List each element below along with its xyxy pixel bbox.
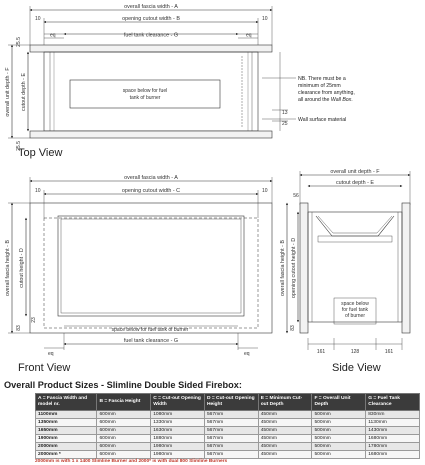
note-line4: all around the Wall Box.	[298, 97, 353, 103]
cell: 450mm	[258, 435, 312, 443]
cell: 830mm	[366, 411, 420, 419]
side-fascia-left	[300, 203, 308, 333]
cell: 600mm	[97, 411, 151, 419]
cell: 567mm	[204, 411, 258, 419]
top-fascia-slab	[30, 45, 272, 52]
label-space-below-line2: tank of burner	[129, 95, 161, 101]
cell: 600mm	[97, 443, 151, 451]
label-side-56: 56	[293, 193, 299, 199]
cell: 600mm	[97, 451, 151, 459]
label-side-space-line2: for fuel tank	[341, 307, 369, 313]
label-front-10-right: 10	[262, 188, 268, 194]
table-row	[36, 435, 420, 443]
label-10-left: 10	[35, 16, 41, 22]
label-side-83: 83	[290, 325, 296, 331]
front-glass-inner	[61, 219, 241, 313]
table-row	[36, 419, 420, 427]
label-side-161-left: 161	[316, 349, 326, 355]
cell: 2000mm *	[36, 451, 97, 459]
cell: 450mm	[258, 411, 312, 419]
cell: 1630mm	[151, 427, 205, 435]
note-line2: minimum of 25mm	[298, 83, 341, 89]
label-side-161-right: 161	[384, 349, 394, 355]
cell: 1650mm	[36, 427, 97, 435]
label-front-eq-left: eq	[48, 351, 54, 357]
label-side-space-line1: space below	[341, 301, 369, 307]
label-overall-unit-depth: overall unit depth - F	[5, 67, 11, 117]
side-view	[287, 171, 410, 350]
front-view	[8, 177, 272, 350]
cell: 1080mm	[151, 411, 205, 419]
label-side-fascia-height: overall fascia height - B	[280, 239, 286, 297]
table-header-row	[36, 394, 420, 411]
cell: 567mm	[204, 427, 258, 435]
label-cutout-depth: cutout depth - E	[21, 72, 27, 112]
front-glass	[58, 216, 244, 316]
label-front-eq-right: eq	[244, 351, 250, 357]
cell: 500mm	[312, 427, 366, 435]
top-view-title: Top View	[18, 147, 63, 159]
label-front-83: 83	[16, 325, 22, 331]
cell: 567mm	[204, 443, 258, 451]
label-side-space-line3: of burner	[344, 313, 366, 319]
header-cutout-depth: E = Minimum Cut-out Depth	[258, 394, 312, 411]
cell: 2000mm	[36, 443, 97, 451]
top-burner-box	[70, 80, 220, 108]
cell: 500mm	[312, 411, 366, 419]
table-row	[36, 451, 420, 459]
product-sizes-table	[35, 393, 420, 459]
cell: 1980mm	[151, 443, 205, 451]
label-25-5-bottom: 25.5	[16, 141, 22, 151]
cell: 1430mm	[366, 427, 420, 435]
note-line3: clearance from anything,	[298, 90, 355, 96]
label-13: 13	[282, 110, 288, 116]
label-25-5-top: 25.5	[16, 37, 22, 47]
header-unit-depth: F = Overall Unit Depth	[312, 394, 366, 411]
cell: 1680mm	[366, 435, 420, 443]
table-footnote: 2000mm is with 1 x 1400 Slimline Burner and 2000* is with dual 800 Slimline Burners	[35, 459, 228, 464]
cell: 500mm	[312, 419, 366, 427]
cell: 567mm	[204, 435, 258, 443]
label-side-unit-depth: overall unit depth - F	[330, 169, 380, 175]
top-view	[8, 6, 296, 138]
header-fascia-width: A = Fascia Width and model nr.	[36, 394, 97, 411]
cell: 1980mm	[151, 451, 205, 459]
cell: 1780mm	[366, 443, 420, 451]
label-side-cutout-height: opening cutout height - D	[291, 237, 297, 299]
note-wall-surface: Wall surface material	[298, 117, 347, 123]
label-eq-left: eq	[50, 32, 56, 39]
cell: 1880mm	[151, 435, 205, 443]
cell: 500mm	[312, 451, 366, 459]
label-25: 25	[282, 121, 288, 127]
cell: 450mm	[258, 427, 312, 435]
table-row	[36, 411, 420, 419]
cell: 600mm	[97, 427, 151, 435]
label-side-cutout-depth: cutout depth - E	[335, 180, 375, 186]
label-front-23: 23	[31, 317, 37, 323]
cell: 450mm	[258, 419, 312, 427]
side-view-labels	[280, 169, 393, 374]
cell: 567mm	[204, 419, 258, 427]
label-fuel-tank-clearance: fuel tank clearance - G	[123, 32, 179, 39]
label-front-space-below: space below for fuel tank of burner	[111, 327, 189, 333]
header-fuel-tank-clearance: G = Fuel Tank Clearance	[366, 394, 420, 411]
side-view-title: Side View	[332, 362, 381, 374]
note-line1: NB. There must be a	[298, 76, 346, 82]
label-front-fuel-tank-clearance: fuel tank clearance - G	[123, 338, 179, 344]
front-view-title: Front View	[18, 362, 71, 374]
header-cutout-height: D = Cut-out Opening Height	[204, 394, 258, 411]
label-front-fascia-height: overall fascia height - B	[5, 239, 11, 297]
cell: 600mm	[97, 419, 151, 427]
label-10-right: 10	[262, 16, 268, 22]
cell: 1900mm	[36, 435, 97, 443]
cell: 500mm	[312, 443, 366, 451]
cell: 1330mm	[151, 419, 205, 427]
table-title: Overall Product Sizes - Slimline Double Sided Firebox:	[4, 380, 242, 390]
label-side-128: 128	[350, 349, 360, 355]
header-fascia-height: B = Fascia Height	[97, 394, 151, 411]
label-front-cutout-width: opening cutout width - C	[121, 188, 181, 194]
front-fascia	[30, 203, 272, 333]
label-front-fascia-width: overall fascia width - A	[124, 175, 178, 181]
side-fascia-right	[402, 203, 410, 333]
label-space-below-line1: space below for fuel	[122, 88, 168, 94]
table-row	[36, 443, 420, 451]
cell: 500mm	[312, 435, 366, 443]
label-front-cutout-height: cutout height - D	[19, 248, 25, 288]
cell: 1130mm	[366, 419, 420, 427]
label-eq-right: eq	[246, 32, 252, 39]
cell: 567mm	[204, 451, 258, 459]
cell: 450mm	[258, 443, 312, 451]
cell: 1680mm	[366, 451, 420, 459]
cell: 600mm	[97, 435, 151, 443]
header-cutout-width: C = Cut-out Opening Width	[151, 394, 205, 411]
cell: 1350mm	[36, 419, 97, 427]
cell: 450mm	[258, 451, 312, 459]
bottom-fascia-slab	[30, 131, 272, 138]
table-row	[36, 427, 420, 435]
label-front-10-left: 10	[35, 188, 41, 194]
label-overall-fascia-width: overall fascia width - A	[124, 4, 178, 10]
cell: 1100mm	[36, 411, 97, 419]
label-opening-cutout-width: opening cutout width - B	[122, 16, 180, 22]
